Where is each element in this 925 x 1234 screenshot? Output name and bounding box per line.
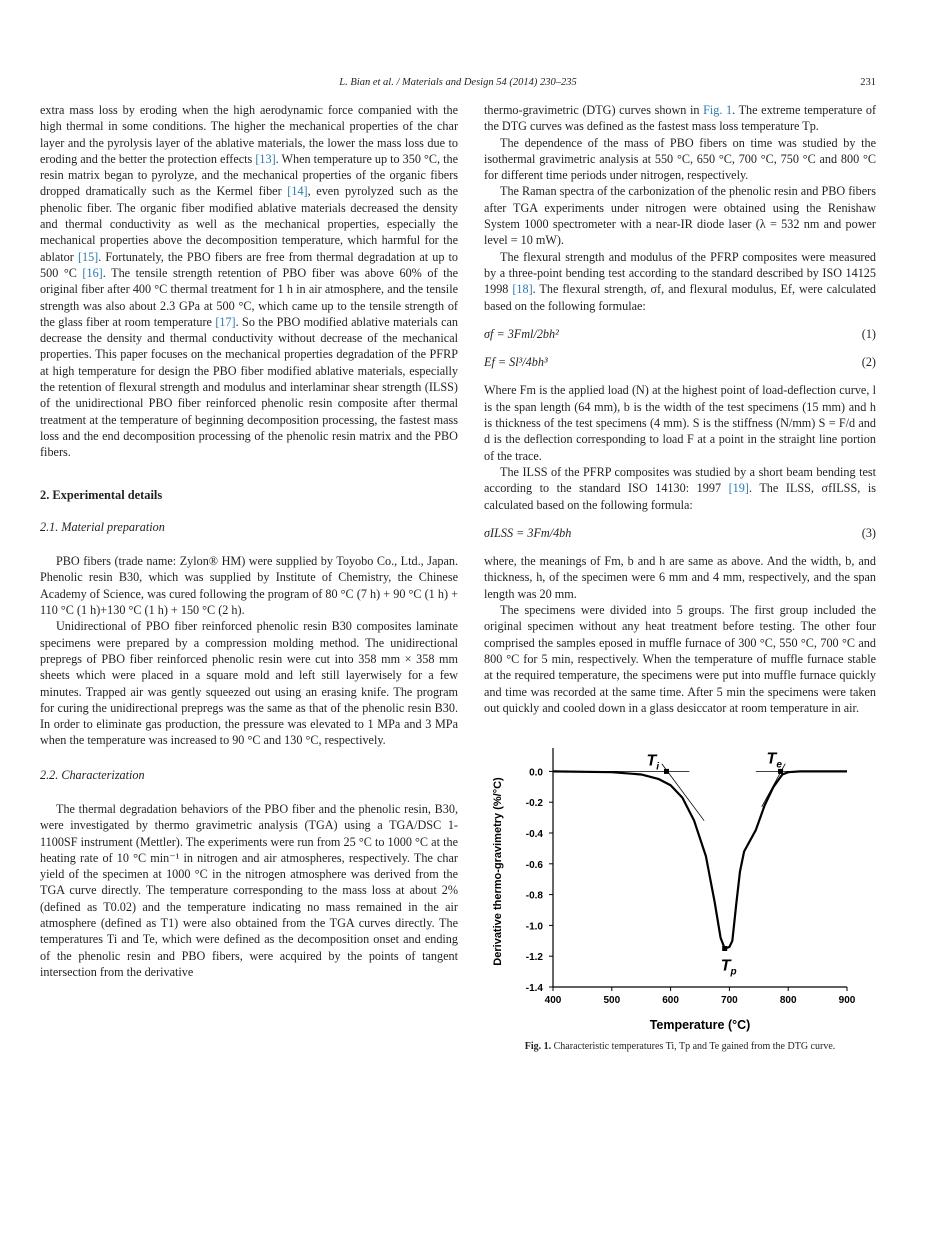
y-tick-label: -0.4 — [525, 829, 543, 841]
subsection-heading: 2.1. Material preparation — [40, 519, 165, 534]
figure-link[interactable]: Fig. 1 — [703, 103, 733, 117]
paragraph: thermo-gravimetric (DTG) curves shown in Fig. 1. The extreme temperature of the DTG curves was defined as the fastest mass loss temperature Tp. — [484, 103, 876, 134]
paragraph: The thermal degradation behaviors of the PBO fiber and the phenolic resin, B30, were investigated by thermo gravimetric analysis (TGA) using a TGA/DSC 1-1100SF instrument (Mettler). The experiments were run from 25 °C to 1000 °C at the heating rate of 10 °C min⁻¹ in nitrogen and air atmospheres, respectively. The char yield of the specimen at 1000 °C in the nitrogen atmosphere was derived from the TGA curve directly. The temperature corresponding to the mass loss at about 2% (defined as T0.02) and the temperature indicating no mass remained in the air atmosphere (defined as T1) were also obtained from the TGA curves directly. The temperatures Ti and Te, which were defined as the decomposition onset and ending of the phenolic resin and PBO fibers, were acquired by the points of tangent intersection from the derivative — [40, 801, 458, 979]
citation-link[interactable]: [16] — [82, 265, 103, 280]
y-tick-label: -0.8 — [525, 890, 543, 902]
paragraph: The ILSS of the PFRP composites was studied by a short beam bending test according to the standard ISO 14130: 1997 [19]. The ILSS, σfILSS, is calculated based on the following formula: — [484, 464, 876, 512]
equation-number: (2) — [861, 355, 876, 370]
paragraph: PBO fibers (trade name: Zylon® HM) were supplied by Toyobo Co., Ltd., Japan. Phenolic resin B30, which was supplied by Institute of Chemistry, the Chinese Academy of Science, was cured following the program of 80 °C (7 h) + 90 °C (1 h) + 110 °C (1 h)+130 °C (1 h) + 150 °C (2 h). — [40, 554, 458, 618]
x-tick-label: 900 — [838, 995, 856, 1007]
paragraph: Where Fm is the applied load (N) at the highest point of load-deflection curve, l is the span length (64 mm), b is the width of the test specimens (15 mm) and h is thickness of the test specimens (4 mm). S is the stiffness (N/mm) S = F/d and d is the deflection corresponding to load F at a point in the straight line portion of the trace. — [484, 383, 876, 463]
running-header — [40, 77, 876, 88]
equation-text: Ef = Sl³/4bh³ — [484, 355, 548, 370]
paragraph: Unidirectional of PBO fiber reinforced phenolic resin B30 composites laminate specimens were prepared by a compression molding method. The unidirectional prepregs of PBO fiber reinforced phenolic resin were cut into 358 mm × 358 mm sheets which were placed in a square mold and left still layerwisely for a few minutes. Trapped air was gently squeezed out using an erasing knife. The program for curing the unidirectional prepregs was the same as that of the phenolic resin B30. In order to eliminate gas production, the pressure was elevated to 1 MPa and 3 MPa when the temperature was increased to 90 °C and 130 °C, respectively. — [40, 619, 458, 748]
x-tick-label: 500 — [603, 995, 621, 1007]
figure-1 — [484, 734, 876, 1034]
equation-number: (3) — [861, 525, 876, 540]
x-tick-label: 600 — [662, 995, 679, 1007]
x-tick-label: 400 — [544, 995, 562, 1007]
subsection-heading: 2.2. Characterization — [40, 767, 145, 782]
annotation-tp: $T_p$ — [720, 957, 737, 978]
y-tick-label: -1.0 — [525, 921, 543, 933]
annotation-ti: $T_i$ — [646, 752, 660, 773]
y-tick-label: -0.2 — [525, 798, 543, 810]
y-tick-label: 0.0 — [529, 767, 543, 779]
citation-link[interactable]: [13] — [255, 151, 276, 166]
citation-link[interactable]: [14] — [287, 184, 308, 199]
annotation-te: $T_e$ — [766, 750, 782, 771]
paragraph: extra mass loss by eroding when the high aerodynamic force companied with the high thermal in some conditions. The higher the mechanical properties of the char layer and the pyrolysis layer of the ablative materials, the lower the mass loss due to eroding and the better the protection effects [13]. When temperature up to 350 °C, the resin matrix began to pyrolyze, and the mechanical properties of the organic fibers dropped dramatically such as the Kermel fiber [14], even pyrolyzed such as the phenolic fiber. The organic fiber modified ablative materials decreased the density and thermal conductivity as well as the mechanical properties, especially the mechanical properties above the decomposition temperature, which harmful for the ablator [15]. Fortunately, the PBO fibers are free from thermal degradation at up to 500 °C [16]. The tensile strength retention of PBO fiber was above 60% of the original fiber after 400 °C thermal treatment for 1 h in air atmosphere, and the tensile strength was also about 2.3 GPa at 500 °C, which came up to the tensile strength of the glass fiber at room temperature [17]. So the PBO modified ablative materials can decrease the density and thermal conductivity without decrease of the mechanical properties. This paper focuses on the mechanical properties degradation of the PFRP at high temperature for design the PBO fiber modified ablative materials, especially the retention of flexural strength and modulus and interlaminar shear strength (ILSS) of the unidirectional PBO fiber reinforced phenolic resin composite after thermal treatment at the temperature of beginning decomposition processing, the fastest mass loss and the end decomposition processing of the phenolic resin matrix and the PBO fibers. — [40, 103, 458, 460]
marker-ti — [664, 769, 669, 774]
citation-link[interactable]: [19] — [728, 481, 749, 496]
equation-number: (1) — [861, 326, 876, 341]
y-tick-label: -1.4 — [525, 983, 543, 995]
x-tick-label: 800 — [779, 995, 797, 1007]
x-axis-label: Temperature (°C) — [649, 1018, 751, 1033]
y-axis-label: Derivative thermo-gravimetry (%/°C) — [492, 777, 504, 966]
section-heading: 2. Experimental details — [40, 487, 163, 502]
equation-2 — [484, 354, 876, 370]
paragraph: The Raman spectra of the carbonization of the phenolic resin and PBO fibers after TGA experiments under nitrogen were obtained using the Renishaw System 1000 spectrometer with a near-IR diode laser (λ = 532 nm and power level = 10 mW). — [484, 184, 876, 248]
equation-3 — [484, 525, 876, 541]
citation-link[interactable]: [18] — [512, 282, 533, 297]
running-title: L. Bian et al. / Materials and Design 54 (2014) 230–235 — [339, 77, 577, 88]
paragraph: The specimens were divided into 5 groups. The first group included the original specimen without any heat treatment before testing. The other four comprised the samples eposed in muffle furnace of 300 °C, 550 °C, 700 °C and 800 °C for 5 min, respectively. When the temperature of muffle furnace stable at the required temperature, the specimens were put into muffle furnace quickly and time was recorded at the same time. After 5 min the specimens were taken out quickly and cooled down in a glass desiccator at room temperature in air. — [484, 603, 876, 715]
page-number: 231 — [860, 77, 876, 88]
equation-text: σf = 3Fml/2bh² — [484, 326, 559, 341]
caption-text: Characteristic temperatures Ti, Tp and Te gained from the DTG curve. — [553, 1041, 836, 1053]
figure-caption — [484, 1040, 876, 1053]
dtg-chart — [484, 734, 876, 1034]
paragraph: The dependence of the mass of PBO fibers on time was studied by the isothermal gravimetric analysis at 550 °C, 650 °C, 700 °C, 750 °C and 800 °C for different time periods under nitrogen, respectively. — [484, 135, 876, 183]
dtg-series-line — [553, 771, 847, 948]
x-tick-label: 700 — [721, 995, 738, 1007]
equation-1 — [484, 326, 876, 342]
citation-link[interactable]: [17] — [215, 314, 236, 329]
paragraph: where, the meanings of Fm, b and h are same as above. And the width, b, and thickness, h, of the specimen were 6 mm and 4 mm, respectively, and the span length was 20 mm. — [484, 554, 876, 601]
marker-tp — [722, 946, 727, 951]
paragraph: The flexural strength and modulus of the PFRP composites were measured by a three-point bending test according to the standard described by ISO 14125 1998 [18]. The flexural strength, σf, and flexural modulus, Ef, were calculated based on the following formulae: — [484, 249, 877, 313]
caption-label: Fig. 1. — [524, 1041, 552, 1053]
left-column — [40, 102, 458, 980]
y-tick-label: -1.2 — [525, 952, 543, 964]
right-column — [484, 102, 876, 1053]
citation-link[interactable]: [15] — [77, 249, 99, 264]
equation-text: σILSS = 3Fm/4bh — [484, 525, 572, 540]
y-tick-label: -0.6 — [525, 859, 543, 871]
